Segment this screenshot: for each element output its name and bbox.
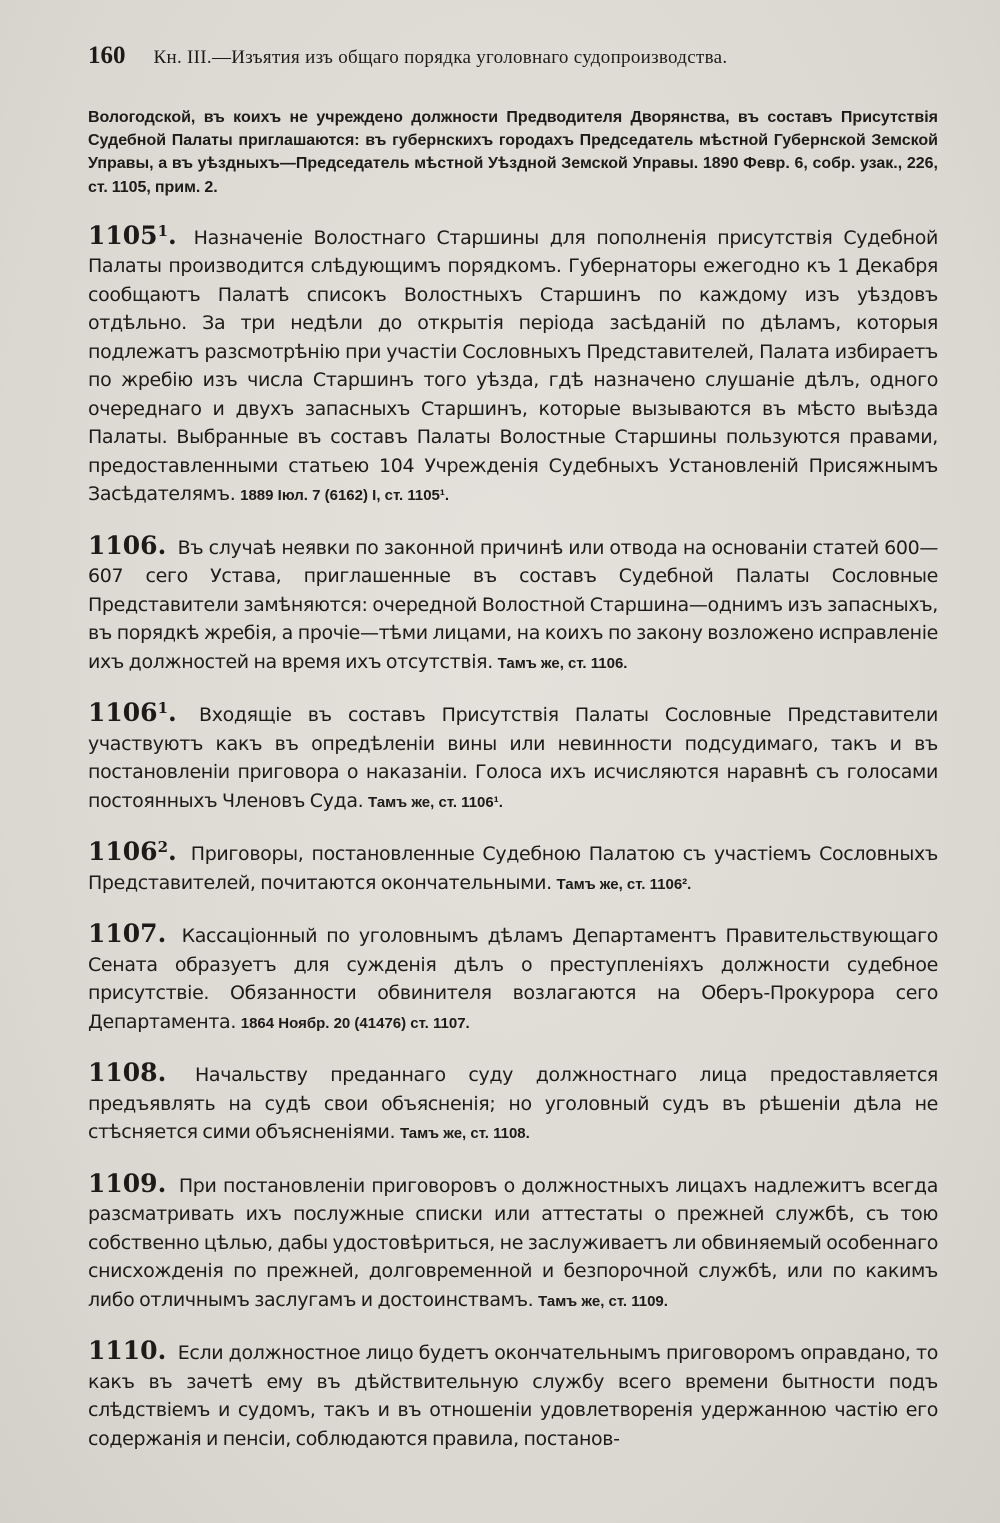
article-1108 — [88, 1054, 938, 1149]
article-number: 1108. — [88, 1058, 167, 1088]
continued-note: Вологодской, въ коихъ не учреждено должности Предводителя Дворянства, въ составъ Присутствія Судебной Палаты приглашаются: въ губернскихъ городахъ Председатель мѣстной Губернской Земской Управы, а въ уѣздныхъ—Председатель мѣстной Уѣздной Земской Управы. 1890 Февр. 6, собр. узак., 226, ст. 1105, прим. 2. — [88, 109, 938, 196]
article-source: Тамъ же, ст. 1109. — [538, 1292, 668, 1310]
article-source: Тамъ же, ст. 1106¹. — [368, 793, 503, 811]
article-source: Тамъ же, ст. 1106. — [497, 654, 628, 672]
article-1106-2 — [88, 833, 938, 899]
article-text: При постановленіи приговоровъ о должностныхъ лицахъ надлежитъ всегда разсматривать ихъ послужные списки или аттестаты о прежней службѣ, съ тою собственно цѣлью, дабы удостовѣриться, не заслуживаетъ ли обвиняемый особеннаго снисхожденія по прежней, долговременной и безпорочной службѣ, или по какимъ либо отличнымъ заслугамъ и достоинствамъ. — [88, 1174, 938, 1311]
article-text: Назначеніе Волостнаго Старшины для пополненія присутствія Судебной Палаты производится слѣдующимъ порядкомъ. Губернаторы ежегодно къ 1 Декабря сообщаютъ Палатѣ списокъ Волостныхъ Старшинъ по каждому изъ уѣздовъ отдѣльно. За три недѣли до открытія періода засѣданій по дѣламъ, которыя подлежатъ разсмотрѣнію при участіи Сословныхъ Представителей, Палата избираетъ по жребію изъ числа Старшинъ того уѣзда, гдѣ назначено слушаніе дѣлъ, одного очереднаго и двухъ запасныхъ Старшинъ, которые вызываются въ мѣсто выѣзда Палаты. Выбранные въ составъ Палаты Волостные Старшины пользуются правами, предоставленными статьею 104 Учрежденія Судебныхъ Установленій Присяжнымъ Засѣдателямъ. — [88, 226, 938, 506]
article-text: Приговоры, постановленные Судебною Палатою съ участіемъ Сословныхъ Представителей, почитаются окончательными. — [88, 843, 938, 894]
article-text: Въ случаѣ неявки по законной причинѣ или отвода на основаніи статей 600—607 сего Устава, приглашенные въ составъ Судебной Палаты Сословные Представители замѣняются: очередной Волостной Старшина—однимъ изъ запасныхъ, въ порядкѣ жребія, а прочіе—тѣми лицами, на коихъ по закону возложено исправленіе ихъ должностей на время ихъ отсутствія. — [88, 536, 938, 673]
article-text: Входящіе въ составъ Присутствія Палаты Сословные Представители участвуютъ какъ въ опредѣленіи вины или невинности подсудимаго, такъ и въ постановленіи приговора о наказаніи. Голоса ихъ исчисляются наравнѣ съ голосами постоянныхъ Членовъ Суда. — [88, 704, 938, 812]
running-head-title: Кн. III.—Изъятия изъ общаго порядка уголовнаго судопроизводства. — [153, 47, 728, 68]
article-source: 1864 Ноябр. 20 (41476) ст. 1107. — [240, 1014, 470, 1032]
article-1106-1 — [88, 694, 938, 817]
article-number: 1105$^1$. — [88, 220, 177, 250]
running-head — [88, 42, 938, 70]
article-text: Начальству преданнаго суду должностнаго лица предоставляется предъявлять на судѣ свои объясненія; но уголовный судъ въ рѣшеніи дѣла не стѣсняется сими объясненіями. — [88, 1064, 938, 1144]
page-number: 160 — [88, 42, 126, 69]
article-text: Кассаціонный по уголовнымъ дѣламъ Департаментъ Правительствующаго Сената образуетъ для сужденія дѣлъ о преступленіяхъ должности судебное присутствіе. Обязанности обвинителя возлагаются на Оберъ-Прокурора сего Департамента. — [88, 925, 938, 1033]
article-number: 1106. — [88, 530, 167, 560]
article-number: 1106$^2$. — [88, 837, 177, 867]
article-number: 1110. — [88, 1336, 167, 1366]
article-1109 — [88, 1165, 938, 1317]
article-1110 — [88, 1332, 938, 1455]
article-number: 1107. — [88, 919, 167, 949]
article-number: 1109. — [88, 1168, 167, 1198]
article-source: 1889 Іюл. 7 (6162) І, ст. 1105¹. — [240, 487, 450, 505]
article-number: 1106$^1$. — [88, 698, 177, 728]
article-1106 — [88, 527, 938, 679]
article-1107 — [88, 915, 938, 1038]
article-source: Тамъ же, ст. 1108. — [399, 1125, 530, 1143]
article-text: Если должностное лицо будетъ окончательнымъ приговоромъ оправдано, то какъ въ зачетѣ ему въ дѣйствительную службу всего времени бытности подъ слѣдствіемъ и судомъ, такъ и въ отношеніи удовлетворенія удержанною частію его содержанія и пенсіи, соблюдаются правила, постанов- — [88, 1342, 938, 1450]
article-source: Тамъ же, ст. 1106². — [556, 875, 692, 893]
article-1105-1 — [88, 217, 938, 511]
